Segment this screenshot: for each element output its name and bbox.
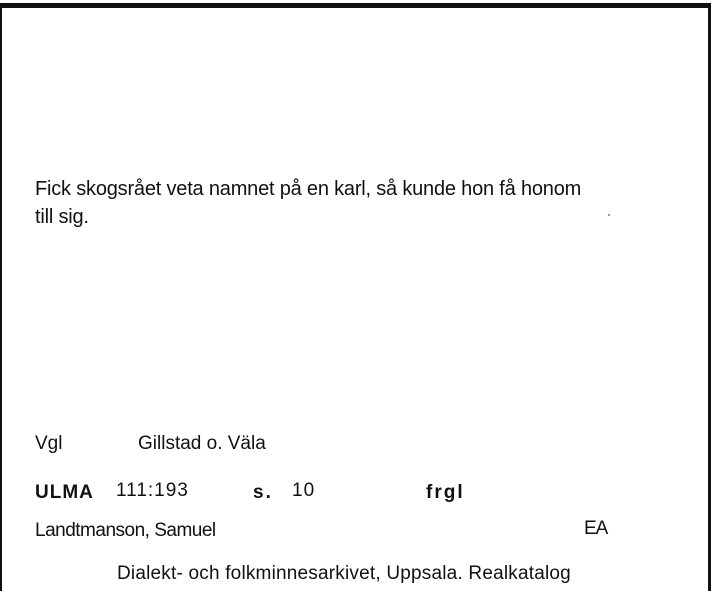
recorder-name: Landtmanson, Samuel (35, 520, 216, 541)
archive-code: ULMA (35, 482, 94, 503)
page-label: s. (253, 482, 273, 503)
page-number: 10 (292, 480, 316, 501)
top-border-rule (0, 3, 711, 8)
archive-footer: Dialekt- och folkminnesarkivet, Uppsala. Realkatalog (117, 563, 571, 584)
landskap-label: Vgl (35, 433, 63, 454)
recorder-code: EA (584, 518, 608, 539)
parish-label: Gillstad o. Väla (138, 433, 266, 454)
category-code: frgl (426, 482, 465, 503)
record-text (35, 175, 675, 231)
left-border (0, 3, 2, 591)
record-text-line-2: till sig. (35, 206, 89, 228)
archive-number: 111:193 (116, 480, 189, 501)
record-text-line-1: Fick skogsrået veta namnet på en karl, så kunde hon få honom (35, 178, 582, 200)
